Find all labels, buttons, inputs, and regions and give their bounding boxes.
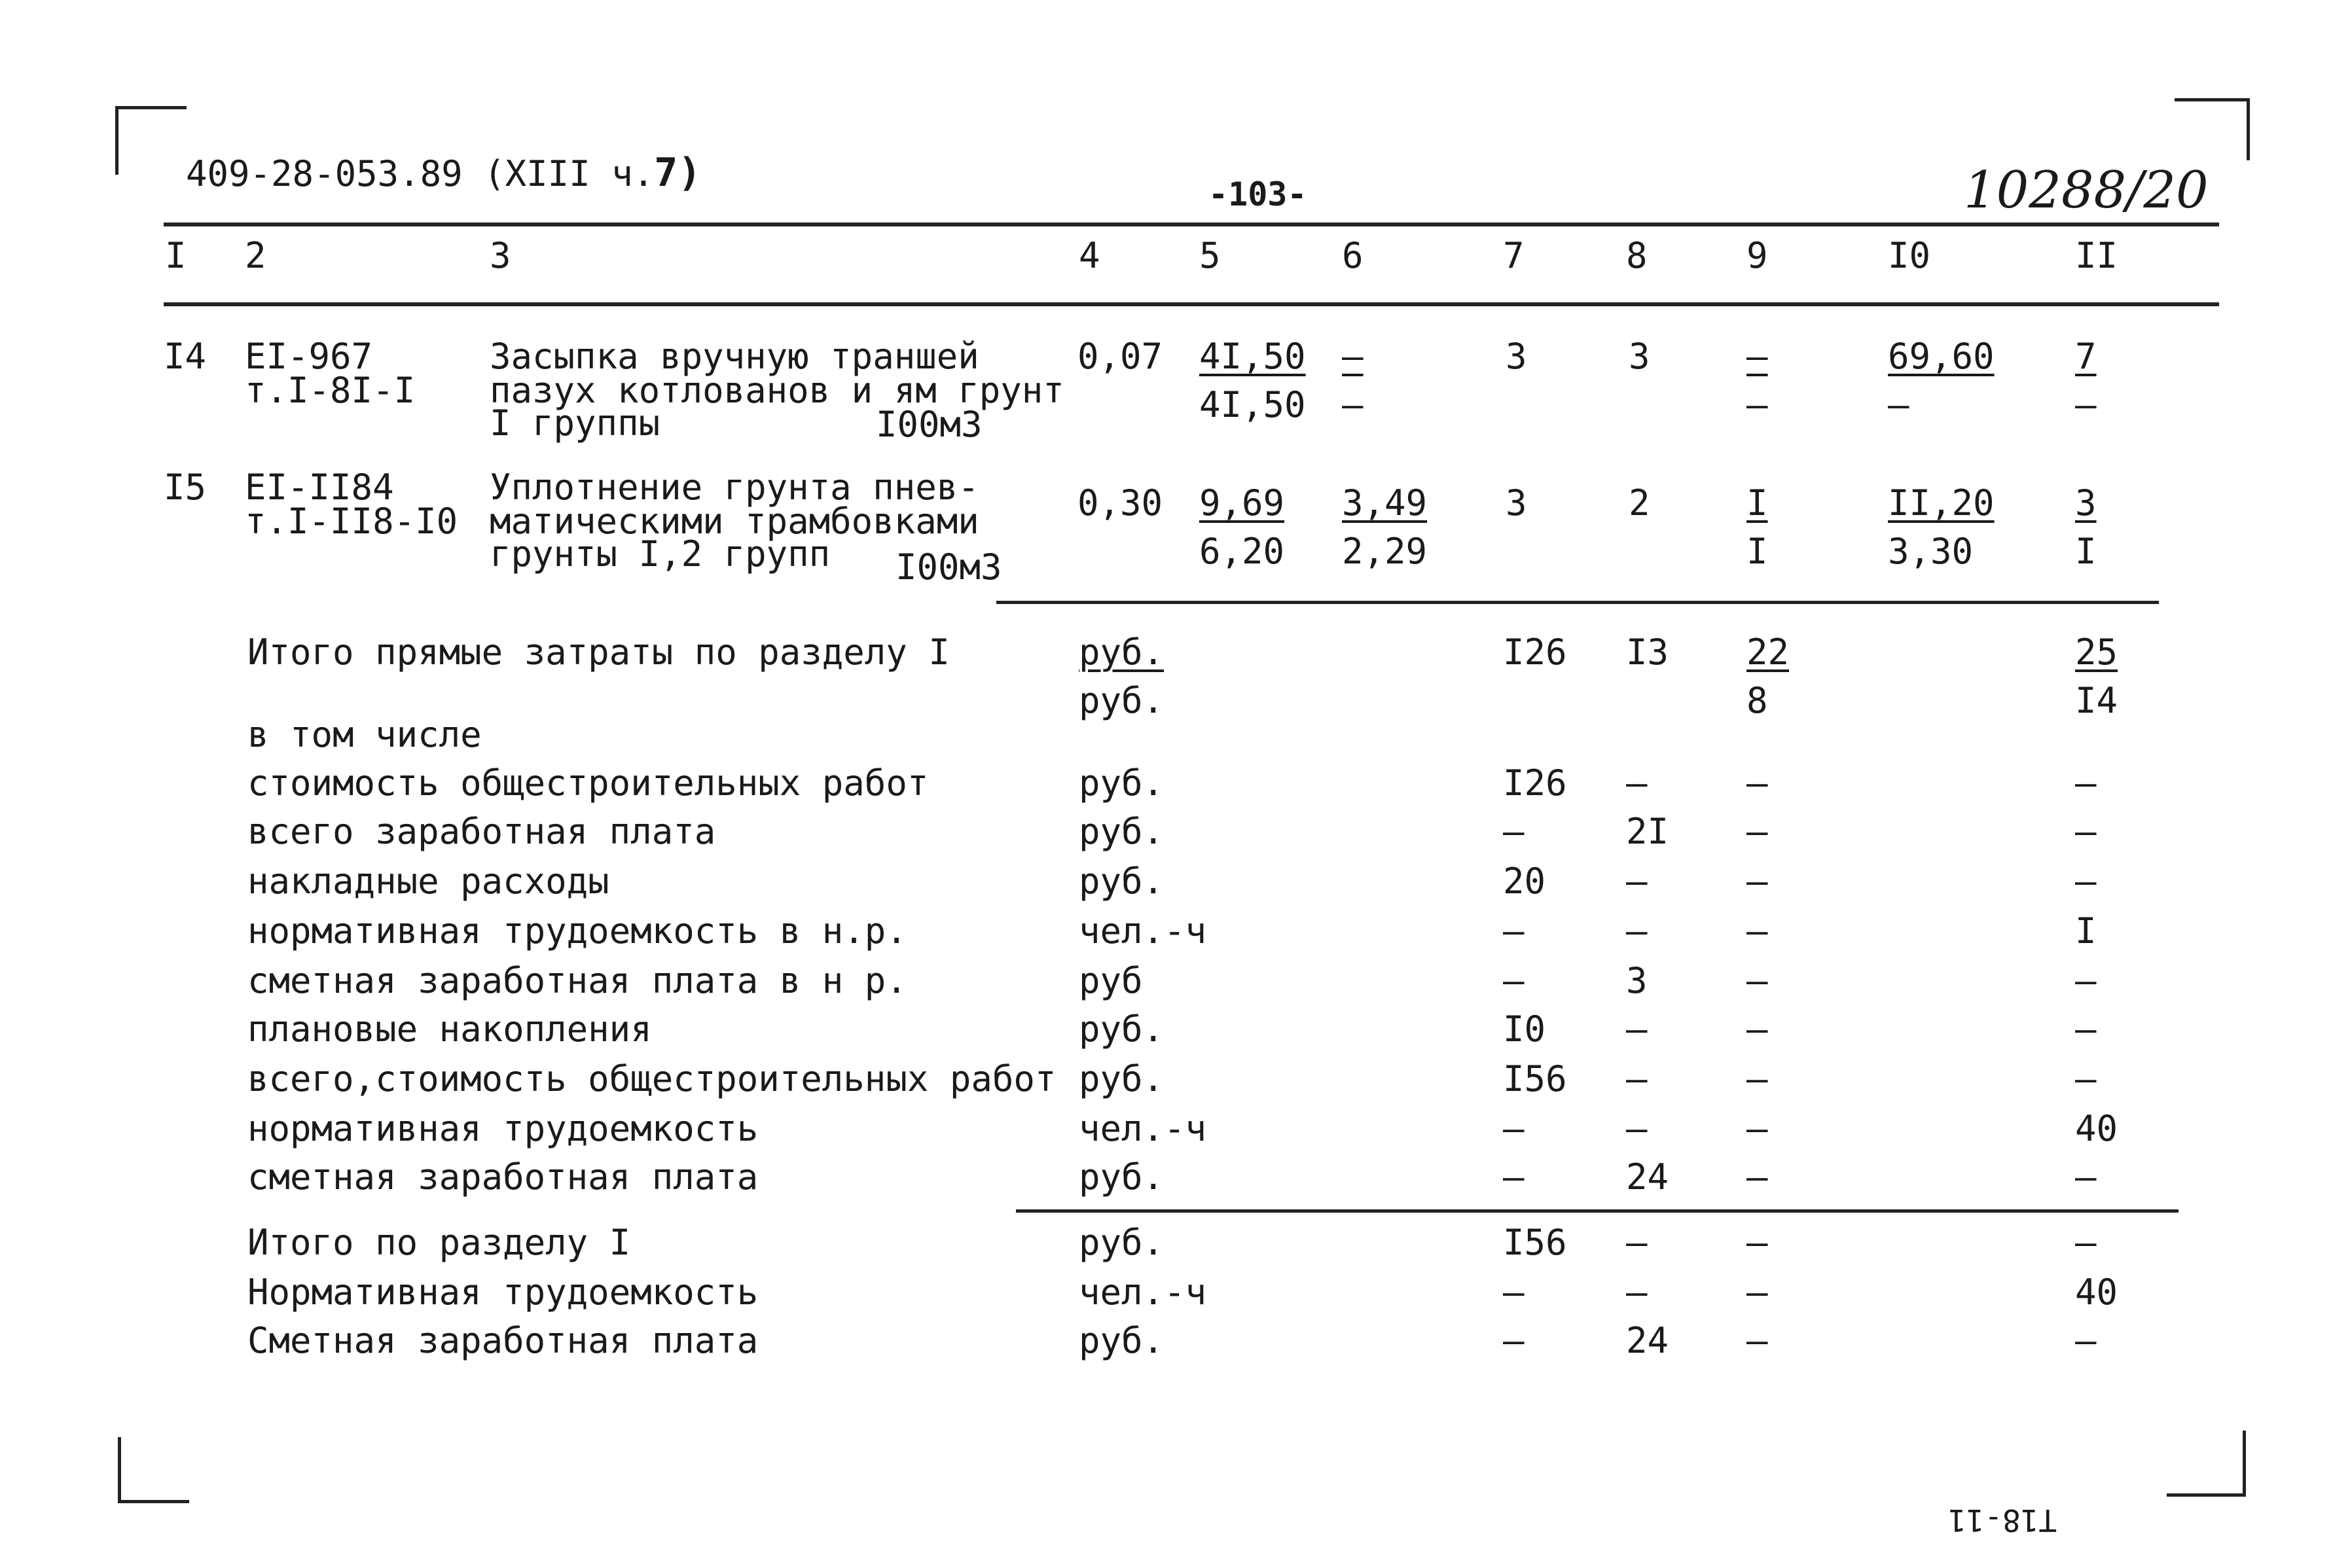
col-header-4: 4 — [1079, 235, 1100, 276]
row-unit: I00м3 — [876, 404, 983, 445]
corner-mark-top-left — [115, 106, 187, 175]
subtotal-col11-top: 25 — [2075, 632, 2118, 673]
row-name-line: Уплотнение грунта пнев- — [490, 467, 979, 508]
item-col9: – — [1746, 1108, 1768, 1149]
including-label: в том числе — [247, 714, 482, 755]
final-col7: I56 — [1503, 1222, 1567, 1263]
subtotal-col9-top: 22 — [1746, 632, 1790, 673]
item-unit: чел.-ч — [1079, 910, 1207, 952]
col-header-9: 9 — [1746, 235, 1768, 276]
item-col7: – — [1503, 960, 1525, 1001]
row-table-ref: т.I-8I-I — [245, 370, 416, 411]
cell-col9-bottom: – — [1746, 384, 1768, 425]
final-label: Итого по разделу I — [247, 1222, 631, 1263]
subtotal-col9-bottom: 8 — [1746, 680, 1768, 721]
row-name-line: матическими трамбовками — [490, 501, 979, 542]
row-quantity: 0,30 — [1077, 482, 1163, 524]
row-code: EI-II84 — [245, 467, 394, 508]
cell-col6-top: 3,49 — [1342, 482, 1428, 524]
item-unit: руб. — [1079, 811, 1165, 852]
item-col8: – — [1626, 861, 1648, 902]
cell-col10-top: 69,60 — [1888, 336, 1995, 377]
item-col8: – — [1626, 1008, 1648, 1050]
item-col11: – — [2075, 762, 2097, 804]
cell-col11-bottom: – — [2075, 384, 2097, 425]
final-col8: – — [1626, 1272, 1648, 1313]
row-name-line: грунты I,2 групп — [490, 533, 831, 575]
item-col9: – — [1746, 1156, 1768, 1198]
item-unit: руб. — [1079, 762, 1165, 804]
item-col7: – — [1503, 910, 1525, 952]
document-code-text: 409-28-053.89 (XIII ч. — [186, 153, 655, 194]
final-col11: – — [2075, 1222, 2097, 1263]
cell-col5-bottom: 6,20 — [1199, 531, 1285, 572]
item-col7: I56 — [1503, 1058, 1567, 1099]
final-col11: – — [2075, 1320, 2097, 1361]
footer-stamp: T18-11 — [1948, 1503, 2057, 1538]
cell-col5-top: 9,69 — [1199, 482, 1285, 524]
col-header-3: 3 — [490, 235, 511, 276]
item-col11: – — [2075, 811, 2097, 852]
cell-col6-bottom: 2,29 — [1342, 531, 1428, 572]
row-quantity: 0,07 — [1077, 336, 1163, 377]
corner-mark-bottom-right — [2167, 1431, 2246, 1497]
row-code: EI-967 — [245, 336, 373, 377]
document-part: 7) — [654, 150, 702, 196]
final-unit: руб. — [1079, 1222, 1165, 1263]
item-col7: 20 — [1503, 861, 1546, 902]
item-col8: 3 — [1626, 960, 1648, 1001]
item-label: плановые накопления — [247, 1008, 652, 1050]
item-col9: – — [1746, 910, 1768, 952]
item-col11: – — [2075, 861, 2097, 902]
header-bottom-rule — [164, 302, 2219, 306]
cell-col9-top: – — [1746, 336, 1768, 377]
item-col11: I — [2075, 910, 2097, 952]
item-label: всего,стоимость общестроительных работ — [247, 1058, 1057, 1099]
cell-col10-top: II,20 — [1888, 482, 1995, 524]
cell-col11-top: 7 — [2075, 336, 2097, 377]
subtotal-col11-bottom: I4 — [2075, 680, 2118, 721]
final-label: Нормативная трудоемкость — [247, 1272, 759, 1313]
final-unit: руб. — [1079, 1320, 1165, 1361]
item-col9: – — [1746, 1058, 1768, 1099]
item-col7: I26 — [1503, 762, 1567, 804]
final-col8: 24 — [1626, 1320, 1669, 1361]
subtotal-unit-bottom: руб. — [1079, 680, 1165, 721]
item-col9: – — [1746, 960, 1768, 1001]
cell-col6-bottom: – — [1342, 384, 1364, 425]
total-rule — [1016, 1209, 2179, 1213]
subtotal-col7: I26 — [1503, 632, 1567, 673]
corner-mark-top-right — [2175, 98, 2250, 160]
item-col9: – — [1746, 861, 1768, 902]
cell-col11-top: 3 — [2075, 482, 2097, 524]
item-col11: 40 — [2075, 1108, 2118, 1149]
item-label: нормативная трудоемкость в н.р. — [247, 910, 907, 952]
subtotal-rule — [996, 601, 2159, 604]
item-col7: – — [1503, 1108, 1525, 1149]
item-label: сметная заработная плата — [247, 1156, 759, 1198]
item-unit: руб. — [1079, 1156, 1165, 1198]
final-col7: – — [1503, 1320, 1525, 1361]
col-header-5: 5 — [1199, 235, 1221, 276]
col-header-1: I — [165, 235, 187, 276]
item-col8: 24 — [1626, 1156, 1669, 1198]
final-col9: – — [1746, 1320, 1768, 1361]
cell-col11-bottom: I — [2075, 531, 2097, 572]
item-col11: – — [2075, 1008, 2097, 1050]
row-unit: I00м3 — [895, 546, 1002, 588]
item-col11: – — [2075, 1156, 2097, 1198]
item-col11: – — [2075, 1058, 2097, 1099]
item-unit: чел.-ч — [1079, 1108, 1207, 1149]
item-unit: руб. — [1079, 1058, 1165, 1099]
col-header-10: I0 — [1888, 235, 1931, 276]
cell-col7: 3 — [1506, 336, 1527, 377]
item-label: сметная заработная плата в н р. — [247, 960, 907, 1001]
item-col8: – — [1626, 762, 1648, 804]
row-name-line: Засыпка вручную траншей — [490, 336, 979, 377]
item-col8: 2I — [1626, 811, 1669, 852]
subtotal-label: Итого прямые затраты по разделу I — [247, 632, 950, 673]
col-header-7: 7 — [1503, 235, 1525, 276]
item-label: накладные расходы — [247, 861, 609, 902]
cell-col5-top: 4I,50 — [1199, 336, 1306, 377]
cell-col8: 3 — [1629, 336, 1650, 377]
subtotal-col8: I3 — [1626, 632, 1669, 673]
item-col7: – — [1503, 1156, 1525, 1198]
final-col9: – — [1746, 1272, 1768, 1313]
item-unit: руб. — [1079, 1008, 1165, 1050]
item-col8: – — [1626, 1108, 1648, 1149]
cell-col5-bottom: 4I,50 — [1199, 384, 1306, 425]
row-table-ref: т.I-II8-I0 — [245, 501, 458, 542]
final-col7: – — [1503, 1272, 1525, 1313]
item-col9: – — [1746, 762, 1768, 804]
row-number: I5 — [164, 467, 207, 508]
cell-col10-bottom: 3,30 — [1888, 531, 1974, 572]
item-col7: – — [1503, 811, 1525, 852]
header-top-rule — [164, 223, 2219, 226]
final-col8: – — [1626, 1222, 1648, 1263]
final-col9: – — [1746, 1222, 1768, 1263]
cell-col6-top: – — [1342, 336, 1364, 377]
subtotal-unit-top: руб. — [1079, 632, 1165, 673]
col-header-11: II — [2075, 235, 2118, 276]
item-unit: руб. — [1079, 861, 1165, 902]
handwritten-number: 10288/20 — [1964, 161, 2209, 220]
col-header-8: 8 — [1626, 235, 1648, 276]
document-code — [186, 150, 702, 196]
item-col9: – — [1746, 1008, 1768, 1050]
final-label: Сметная заработная плата — [247, 1320, 759, 1361]
final-unit: чел.-ч — [1079, 1272, 1207, 1313]
cell-col7: 3 — [1506, 482, 1527, 524]
row-number: I4 — [164, 336, 207, 377]
item-col8: – — [1626, 910, 1648, 952]
cell-col10-bottom: – — [1888, 384, 1909, 425]
item-col8: – — [1626, 1058, 1648, 1099]
cell-col9-bottom: I — [1746, 531, 1768, 572]
item-label: стоимость общестроительных работ — [247, 762, 929, 804]
cell-col8: 2 — [1629, 482, 1650, 524]
corner-mark-bottom-left — [118, 1437, 189, 1503]
cell-col9-top: I — [1746, 482, 1768, 524]
page-number: -103- — [1208, 175, 1307, 213]
item-label: нормативная трудоемкость — [247, 1108, 759, 1149]
final-col11: 40 — [2075, 1272, 2118, 1313]
item-col7: I0 — [1503, 1008, 1546, 1050]
row-name-line: пазух котлованов и ям грунт — [490, 370, 1064, 411]
item-col11: – — [2075, 960, 2097, 1001]
item-unit: руб — [1079, 960, 1143, 1001]
item-label: всего заработная плата — [247, 811, 716, 852]
col-header-6: 6 — [1342, 235, 1364, 276]
row-name-line: I группы — [490, 402, 660, 444]
item-col9: – — [1746, 811, 1768, 852]
col-header-2: 2 — [245, 235, 266, 276]
